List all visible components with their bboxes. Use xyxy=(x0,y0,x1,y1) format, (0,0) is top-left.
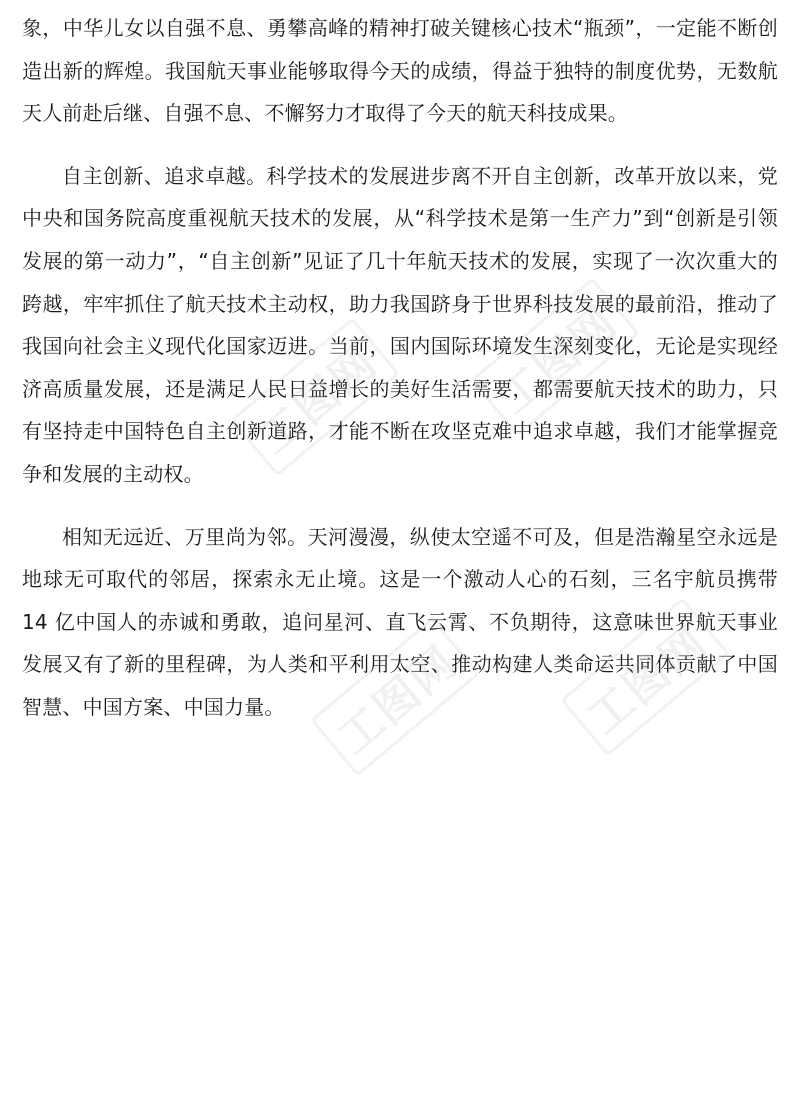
paragraph-3: 相知无远近、万里尚为邻。天河漫漫，纵使太空遥不可及，但是浩瀚星空永远是地球无可取代的邻居，探索永无止境。这是一个激动人心的石刻，三名宇航员携带 14 亿中国人的赤诚和勇敢，追问星河、直飞云霄、不负期待，这意味世界航天事业发展又有了新的里程碑，为人类和平利用太空、推动构建人类命运共同体贡献了中国智慧、中国方案、中国力量。 xyxy=(22,524,778,719)
paragraph-1: 象，中华儿女以自强不息、勇攀高峰的精神打破关键核心技术“瓶颈”，一定能不断创造出新的辉煌。我国航天事业能够取得今天的成绩，得益于独特的制度优势，无数航天人前赴后继、自强不息、不懈努力才取得了今天的航天科技成果。 xyxy=(22,16,778,126)
document-body xyxy=(22,0,778,729)
paragraph-2: 自主创新、追求卓越。科学技术的发展进步离不开自主创新，改革开放以来，党中央和国务院高度重视航天技术的发展，从“科学技术是第一生产力”到“创新是引领发展的第一动力”，“自主创新”见证了几十年航天技术的发展，实现了一次次重大的跨越，牢牢抓住了航天技术主动权，助力我国跻身于世界科技发展的最前沿，推动了我国向社会主义现代化国家迈进。当前，国内国际环境发生深刻变化，无论是实现经济高质量发展，还是满足人民日益增长的美好生活需要，都需要航天技术的助力，只有坚持走中国特色自主创新道路，才能不断在攻坚克难中追求卓越，我们才能掌握竞争和发展的主动权。 xyxy=(22,163,778,486)
watermark: 工图网 xyxy=(470,277,640,437)
watermark: 工图网 xyxy=(560,597,730,757)
watermark: 工图网 xyxy=(230,317,400,477)
watermark: 工图网 xyxy=(310,617,480,777)
